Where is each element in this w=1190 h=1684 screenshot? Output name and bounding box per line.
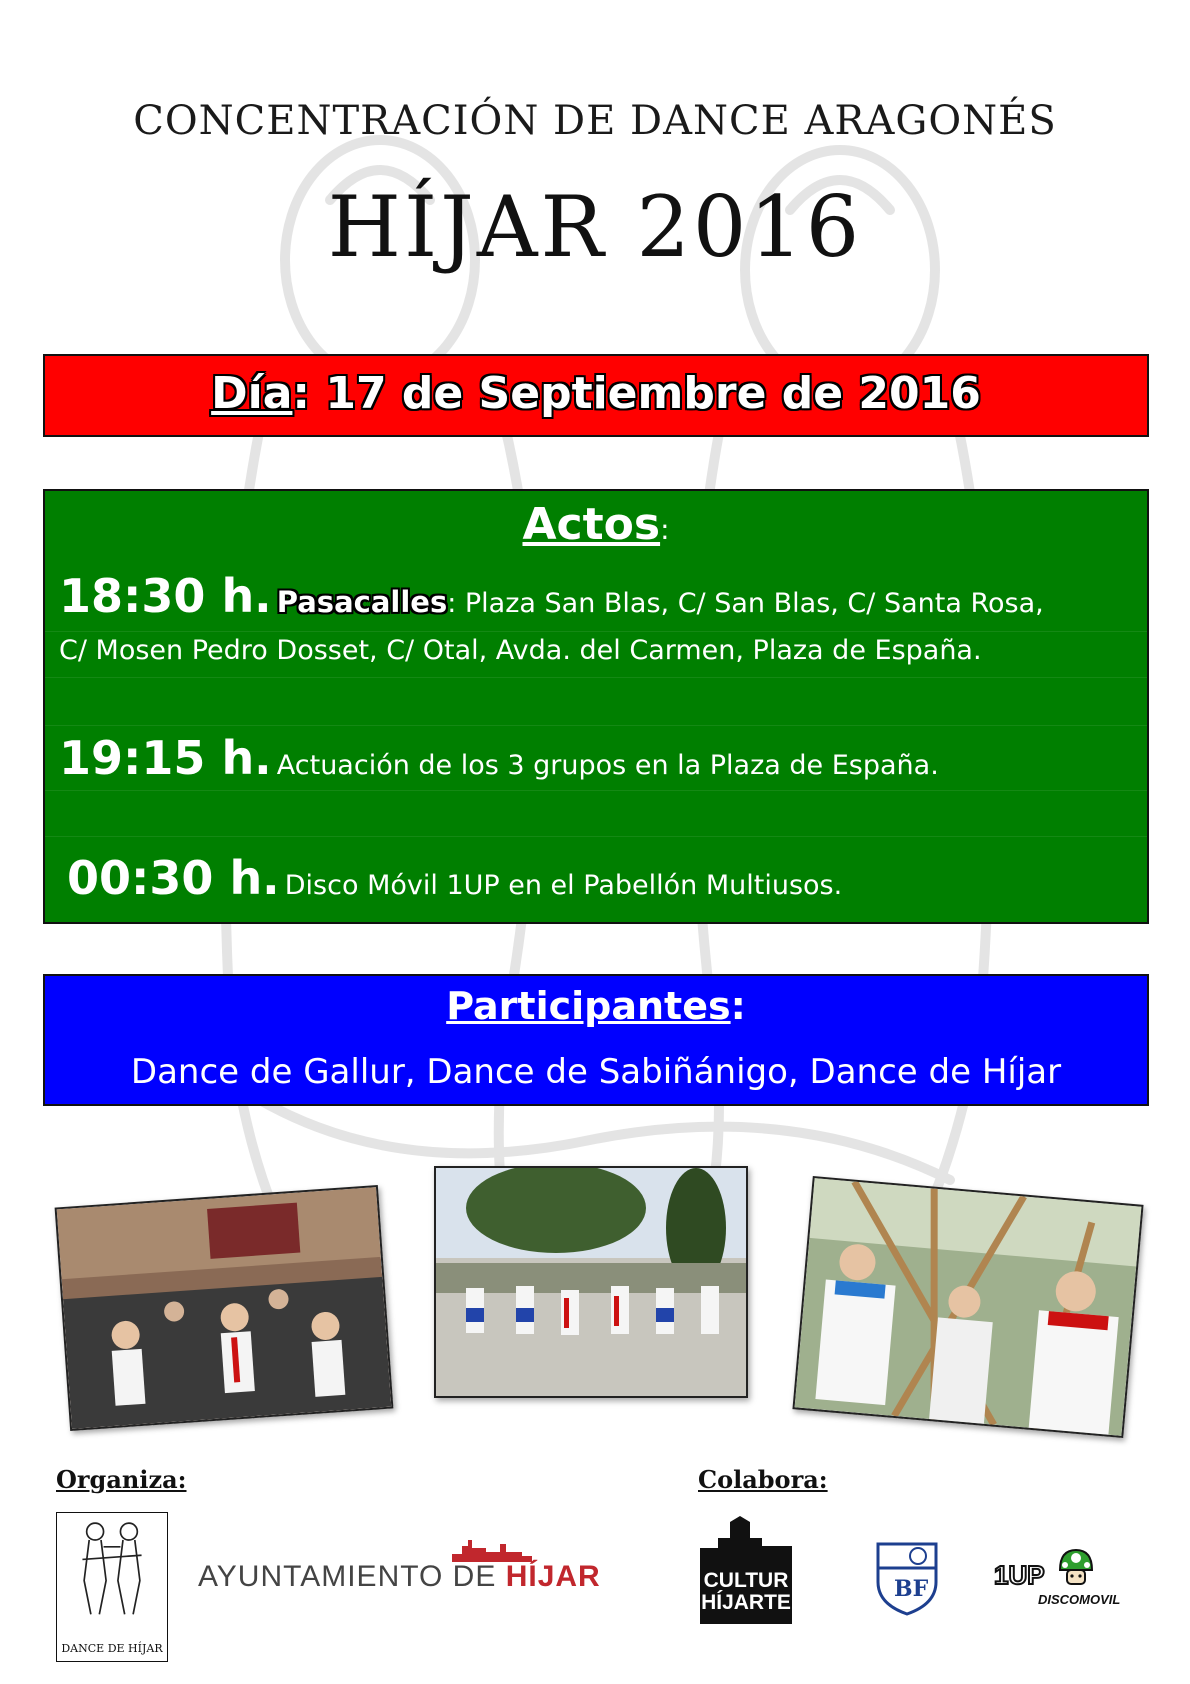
ayuntamiento-logo [198, 1560, 601, 1594]
participantes-panel [43, 974, 1149, 1106]
divider [45, 631, 1147, 632]
divider [45, 790, 1147, 791]
event-1-route [59, 635, 982, 666]
event-1-time: 18:30 h. [59, 569, 272, 623]
event-subtitle: CONCENTRACIÓN DE DANCE ARAGONÉS [133, 98, 1057, 144]
cultur-line2: HÍJARTE [701, 1591, 791, 1614]
colabora-label: Colabora: [698, 1465, 828, 1494]
event-2 [59, 731, 939, 785]
bf-letters: BF [894, 1576, 929, 1602]
date-line [45, 368, 1147, 419]
participantes-colon: : [730, 984, 746, 1028]
cultur-line1: CULTUR [703, 1569, 789, 1592]
actos-panel [43, 489, 1149, 924]
dance-de-hijar-logo [56, 1512, 168, 1662]
event-3 [67, 851, 842, 905]
date-banner [43, 354, 1149, 437]
divider [45, 677, 1147, 678]
event-1 [59, 569, 1044, 623]
dance-logo-caption: DANCE DE HÍJAR [61, 1642, 163, 1655]
oneup-discomovil-logo [994, 1548, 1144, 1618]
event-1-text2: C/ Mosen Pedro Dosset, C/ Otal, Avda. del Carmen, Plaza de España. [59, 635, 982, 666]
divider [45, 725, 1147, 726]
event-1-keyword: Pasacalles [276, 585, 448, 619]
divider [45, 836, 1147, 837]
ayuntamiento-prefix: AYUNTAMIENTO DE [198, 1560, 506, 1593]
skyline-icon [452, 1536, 532, 1562]
event-3-time: 00:30 h. [67, 851, 280, 905]
actos-title: Actos [522, 499, 661, 550]
oneup-text: 1UP [994, 1560, 1045, 1590]
crest-icon [874, 1538, 940, 1618]
actos-colon: : [660, 513, 670, 546]
event-title: HÍJAR 2016 [327, 178, 863, 276]
bf-crest-logo [874, 1538, 940, 1618]
photo-dancers-street [55, 1185, 394, 1431]
mushroom-icon [1056, 1548, 1096, 1588]
event-1-text: : Plaza San Blas, C/ San Blas, C/ Santa Rosa, [447, 588, 1044, 619]
discomovil-text: DISCOMOVIL [1038, 1592, 1121, 1607]
cultur-hijarte-logo [700, 1516, 792, 1624]
ayuntamiento-name: HÍJAR [505, 1560, 601, 1593]
event-3-text: Disco Móvil 1UP en el Pabellón Multiusos. [284, 870, 843, 901]
actos-heading [45, 499, 1147, 550]
date-value: : 17 de Septiembre de 2016 [292, 368, 981, 419]
date-label: Día [211, 368, 293, 419]
participantes-heading [45, 984, 1147, 1028]
organiza-label: Organiza: [56, 1465, 187, 1494]
participantes-title: Participantes [446, 984, 731, 1028]
tower-icon [700, 1516, 792, 1566]
event-2-text: Actuación de los 3 grupos en la Plaza de España. [276, 750, 939, 781]
event-2-time: 19:15 h. [59, 731, 272, 785]
participantes-list: Dance de Gallur, Dance de Sabiñánigo, Dance de Híjar [130, 1052, 1062, 1092]
dancers-sketch-icon [57, 1513, 167, 1638]
photo-dancers-park [434, 1166, 748, 1398]
photo-dancers-sticks [792, 1176, 1143, 1438]
